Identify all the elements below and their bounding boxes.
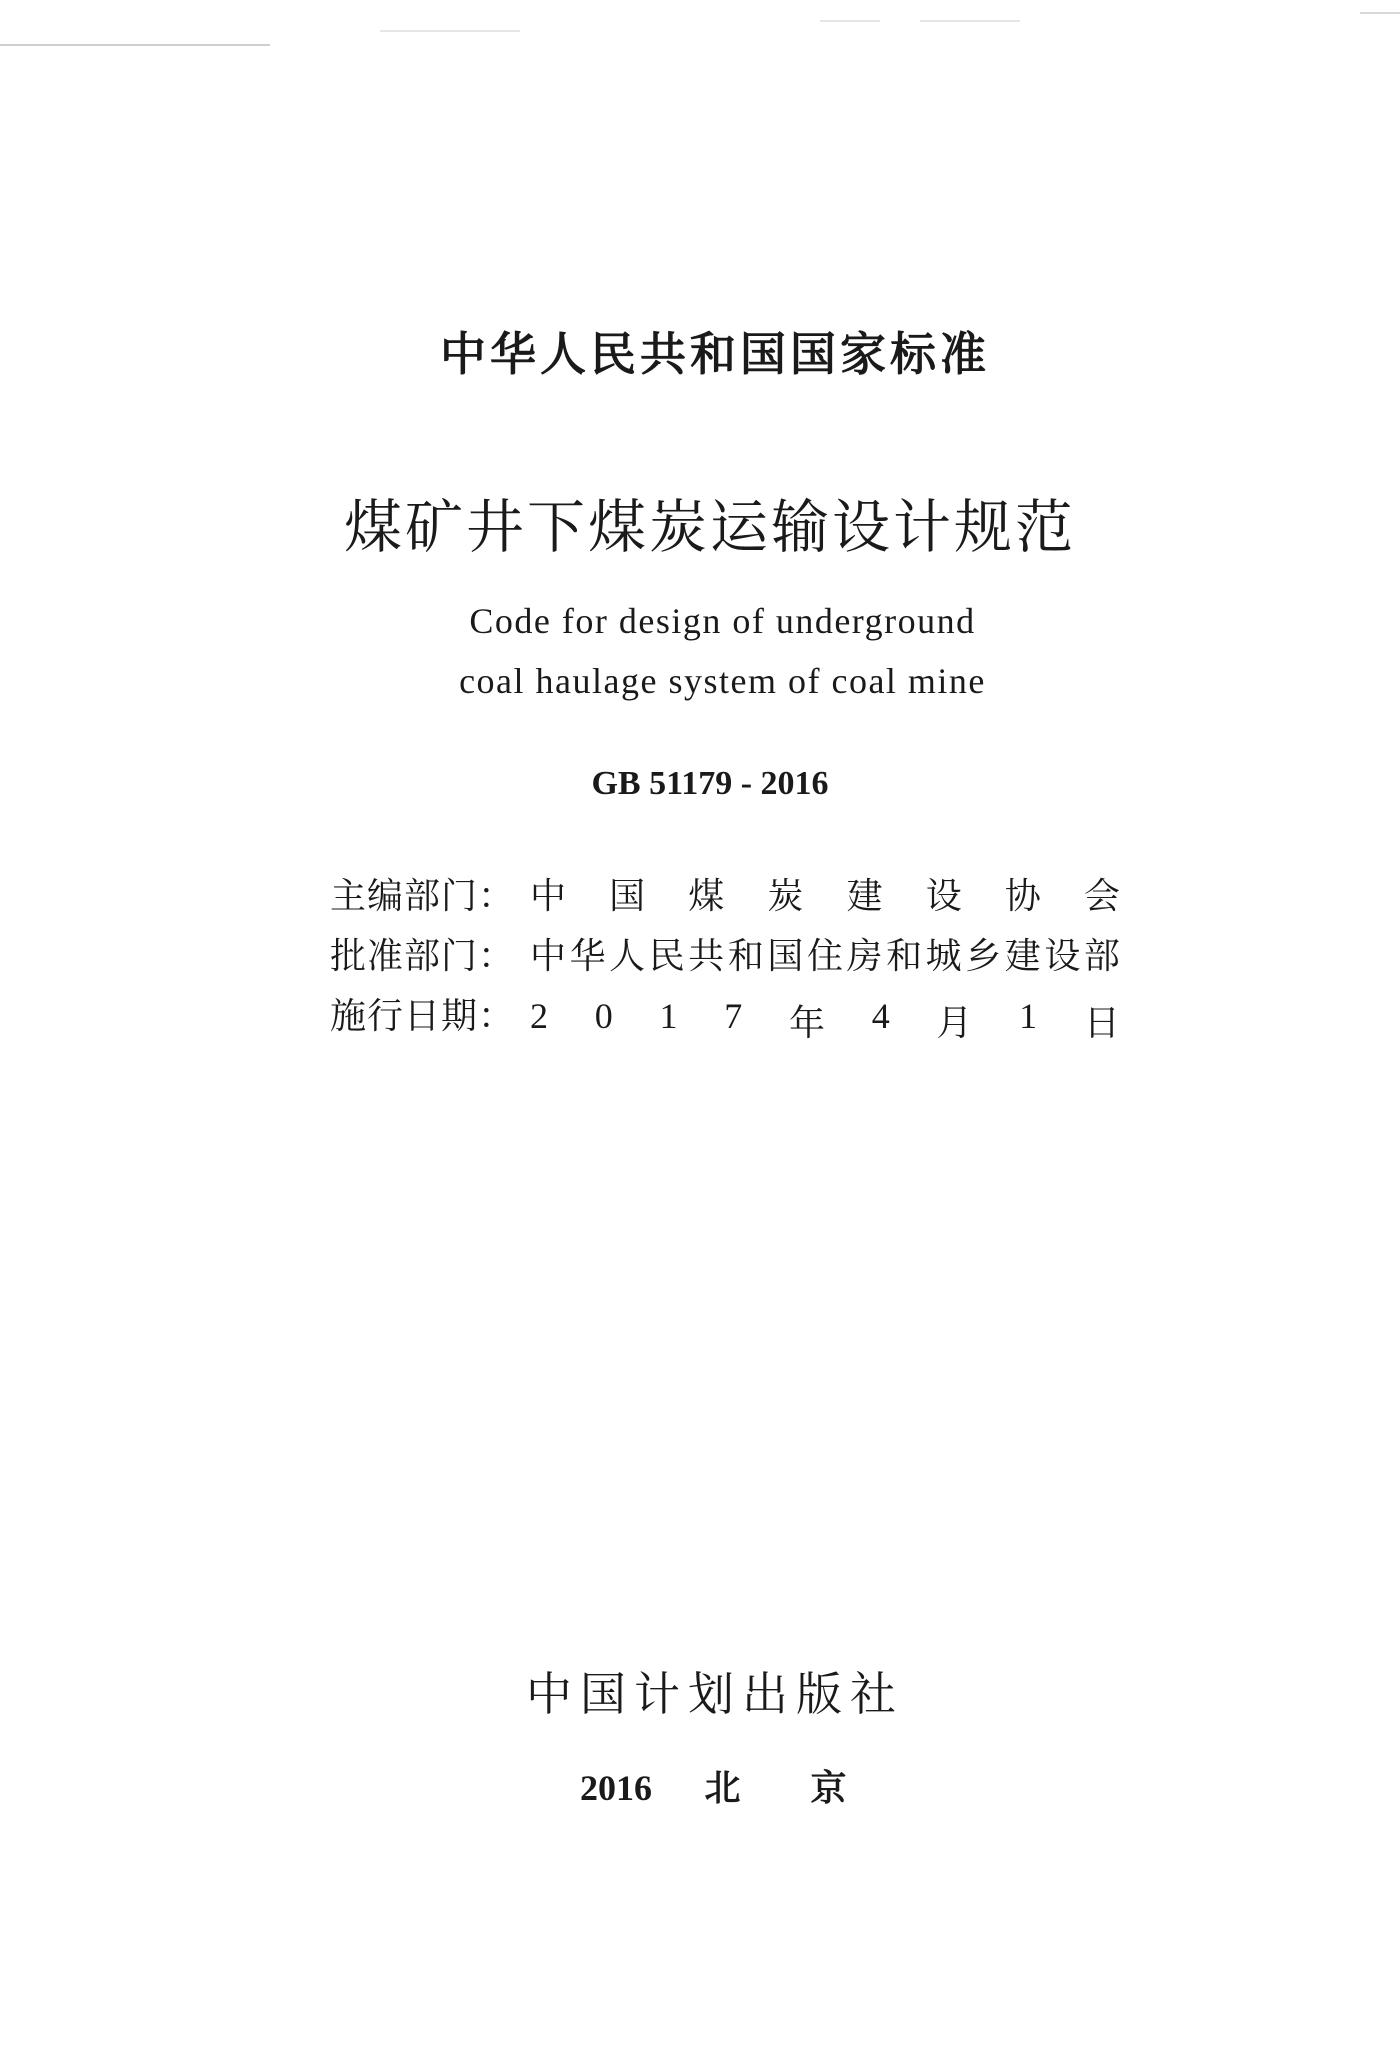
scan-artifact bbox=[920, 20, 1020, 22]
info-value-char: 和 bbox=[886, 936, 923, 977]
scan-artifact bbox=[0, 44, 270, 46]
publisher-name: 中国计划出版社 bbox=[526, 1667, 904, 1721]
editor-row bbox=[330, 868, 1130, 928]
info-value-char: 民 bbox=[648, 936, 685, 977]
info-value-char: 乡 bbox=[965, 936, 1002, 977]
info-value-char: 炭 bbox=[767, 876, 804, 917]
info-value-char: 设 bbox=[925, 876, 962, 917]
info-value-char: 0 bbox=[594, 996, 613, 1036]
info-value-char: 协 bbox=[1004, 876, 1041, 917]
info-value-char: 城 bbox=[925, 936, 962, 977]
info-value-char: 日 bbox=[1083, 1003, 1120, 1043]
info-value-char: 年 bbox=[788, 1003, 825, 1043]
info-value-char: 中 bbox=[530, 936, 567, 977]
effective-date-value bbox=[530, 995, 1120, 1046]
scan-artifact bbox=[1360, 12, 1400, 14]
info-value-char: 4 bbox=[871, 996, 890, 1036]
effective-date-row bbox=[330, 988, 1130, 1048]
info-value-char: 煤 bbox=[688, 876, 725, 917]
info-value-char: 会 bbox=[1083, 876, 1120, 917]
editor-value bbox=[530, 868, 1120, 919]
info-value-char: 住 bbox=[806, 936, 843, 977]
document-title-english-line-1: Code for design of underground bbox=[469, 601, 976, 641]
standard-info-block bbox=[330, 868, 1130, 1048]
scan-artifact bbox=[820, 20, 880, 22]
info-value-char: 建 bbox=[1004, 936, 1041, 977]
national-standard-heading: 中华人民共和国国家标准 bbox=[440, 327, 990, 381]
scan-artifact bbox=[380, 30, 520, 32]
info-value-char: 中 bbox=[530, 876, 567, 917]
info-value-char: 2 bbox=[530, 996, 548, 1036]
info-value-char: 华 bbox=[569, 936, 606, 977]
info-value-char: 部 bbox=[1083, 936, 1120, 977]
info-value-char: 和 bbox=[727, 936, 764, 977]
info-value-char: 房 bbox=[846, 936, 883, 977]
info-value-char: 7 bbox=[724, 996, 743, 1036]
info-value-char: 国 bbox=[767, 936, 804, 977]
publication-imprint bbox=[580, 1760, 917, 1811]
document-title-english-line-2: coal haulage system of coal mine bbox=[459, 661, 986, 701]
info-value-char: 共 bbox=[688, 936, 725, 977]
approver-value bbox=[530, 928, 1120, 979]
approver-row bbox=[330, 928, 1130, 988]
info-value-char: 人 bbox=[609, 936, 646, 977]
publication-city: 北京 bbox=[704, 1768, 917, 1809]
info-value-char: 建 bbox=[846, 876, 883, 917]
effective-date-label: 施行日期： bbox=[330, 996, 516, 1037]
document-title-chinese: 煤矿井下煤炭运输设计规范 bbox=[343, 493, 1076, 561]
info-value-char: 月 bbox=[936, 1003, 973, 1043]
publication-year: 2016 bbox=[580, 1768, 652, 1808]
info-value-char: 国 bbox=[609, 876, 646, 917]
info-value-char: 设 bbox=[1044, 936, 1081, 977]
editor-label: 主编部门： bbox=[330, 876, 516, 917]
info-value-char: 1 bbox=[1019, 996, 1038, 1036]
approver-label: 批准部门： bbox=[330, 936, 516, 977]
standard-number: GB 51179 - 2016 bbox=[591, 765, 829, 802]
info-value-char: 1 bbox=[659, 996, 678, 1036]
